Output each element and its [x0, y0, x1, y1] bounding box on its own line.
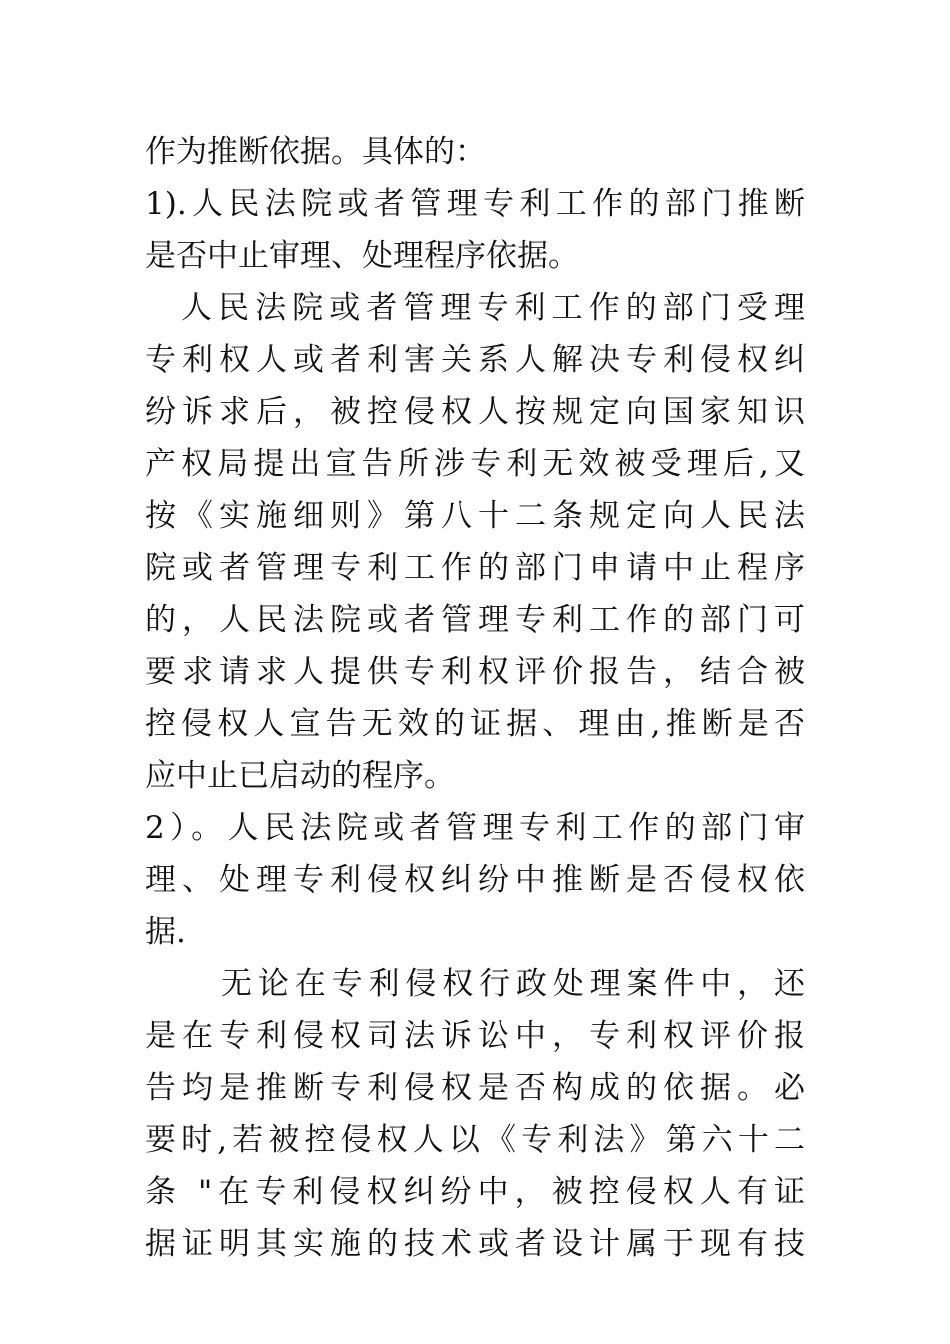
text-line-4: 人民法院或者管理专利工作的部门受理 — [181, 290, 805, 326]
text-line-18: 是在专利侵权司法诉讼中，专利权评价报 — [145, 1018, 805, 1054]
text-line-6: 纷诉求后，被控侵权人按规定向国家知识 — [145, 394, 805, 430]
text-line-8: 按《实施细则》第八十二条规定向人民法 — [145, 498, 805, 534]
text-line-16: 据. — [145, 914, 186, 950]
text-line-3: 是否中止审理、处理程序依据。 — [145, 238, 579, 274]
text-line-21: 条 "在专利侵权纠纷中，被控侵权人有证 — [145, 1174, 805, 1210]
document-body — [145, 126, 805, 1270]
text-line-7: 产权局提出宣告所涉专利无效被受理后,又 — [145, 446, 805, 482]
text-line-2: 1).人民法院或者管理专利工作的部门推断 — [145, 186, 805, 222]
text-line-13: 应中止已启动的程序。 — [145, 758, 455, 794]
text-line-15: 理、处理专利侵权纠纷中推断是否侵权依 — [145, 862, 805, 898]
text-line-22: 据证明其实施的技术或者设计属于现有技 — [145, 1226, 805, 1262]
text-line-9: 院或者管理专利工作的部门申请中止程序 — [145, 550, 805, 586]
text-line-19: 告均是推断专利侵权是否构成的依据。必 — [145, 1070, 805, 1106]
text-line-10: 的，人民法院或者管理专利工作的部门可 — [145, 602, 805, 638]
text-line-20: 要时,若被控侵权人以《专利法》第六十二 — [145, 1122, 805, 1158]
text-line-12: 控侵权人宣告无效的证据、理由,推断是否 — [145, 706, 805, 742]
text-line-17: 无论在专利侵权行政处理案件中，还 — [221, 966, 805, 1002]
text-line-11: 要求请求人提供专利权评价报告，结合被 — [145, 654, 805, 690]
text-line-14: 2）。人民法院或者管理专利工作的部门审 — [145, 810, 805, 846]
text-line-1: 作为推断依据。具体的： — [145, 134, 486, 170]
text-line-5: 专利权人或者利害关系人解决专利侵权纠 — [145, 342, 805, 378]
